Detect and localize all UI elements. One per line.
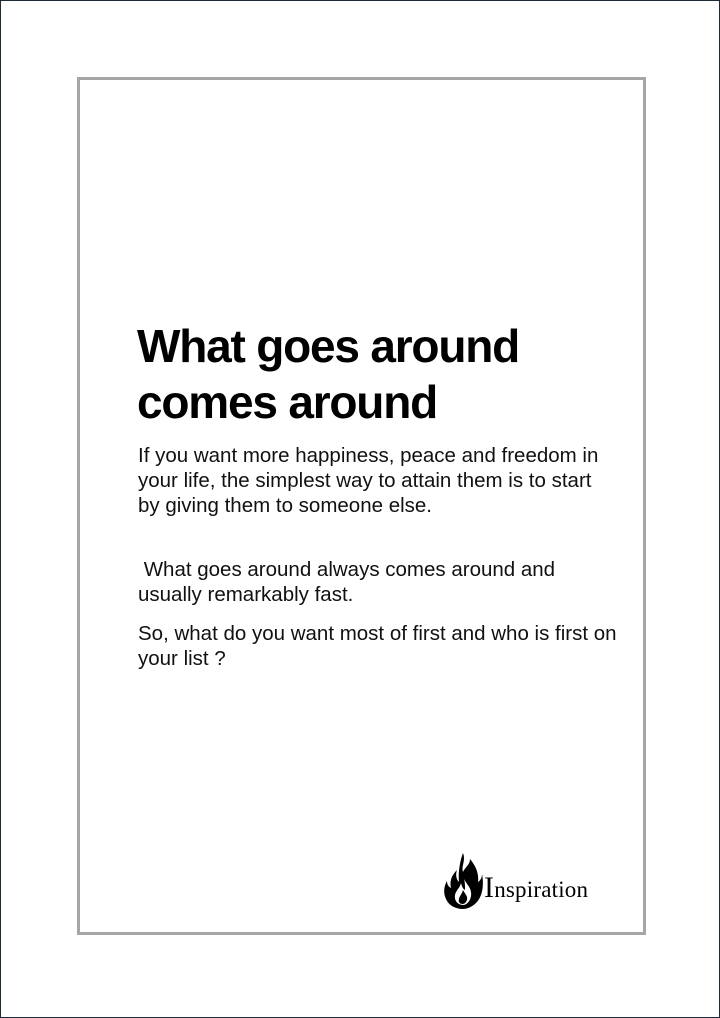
logo-wordmark — [484, 871, 588, 905]
card-paragraph-3: So, what do you want most of first and who is first on your list ? — [138, 622, 617, 670]
card-paragraph-1: If you want more happiness, peace and freedom in your life, the simplest way to attain them is to start by giving them to someone else. — [138, 444, 599, 517]
flame-icon — [443, 852, 483, 910]
logo-initial: I — [484, 871, 495, 904]
card-title-line-1: What goes around — [137, 320, 520, 372]
inspiration-logo — [443, 850, 588, 910]
inspiration-card — [77, 77, 646, 935]
card-paragraph-2-text: What goes around always comes around and usually remarkably fast. — [138, 558, 556, 606]
card-title-line-2: comes around — [137, 376, 438, 428]
card-paragraph-2 — [138, 557, 618, 607]
card-title — [137, 318, 607, 430]
logo-rest: nspiration — [494, 877, 589, 902]
